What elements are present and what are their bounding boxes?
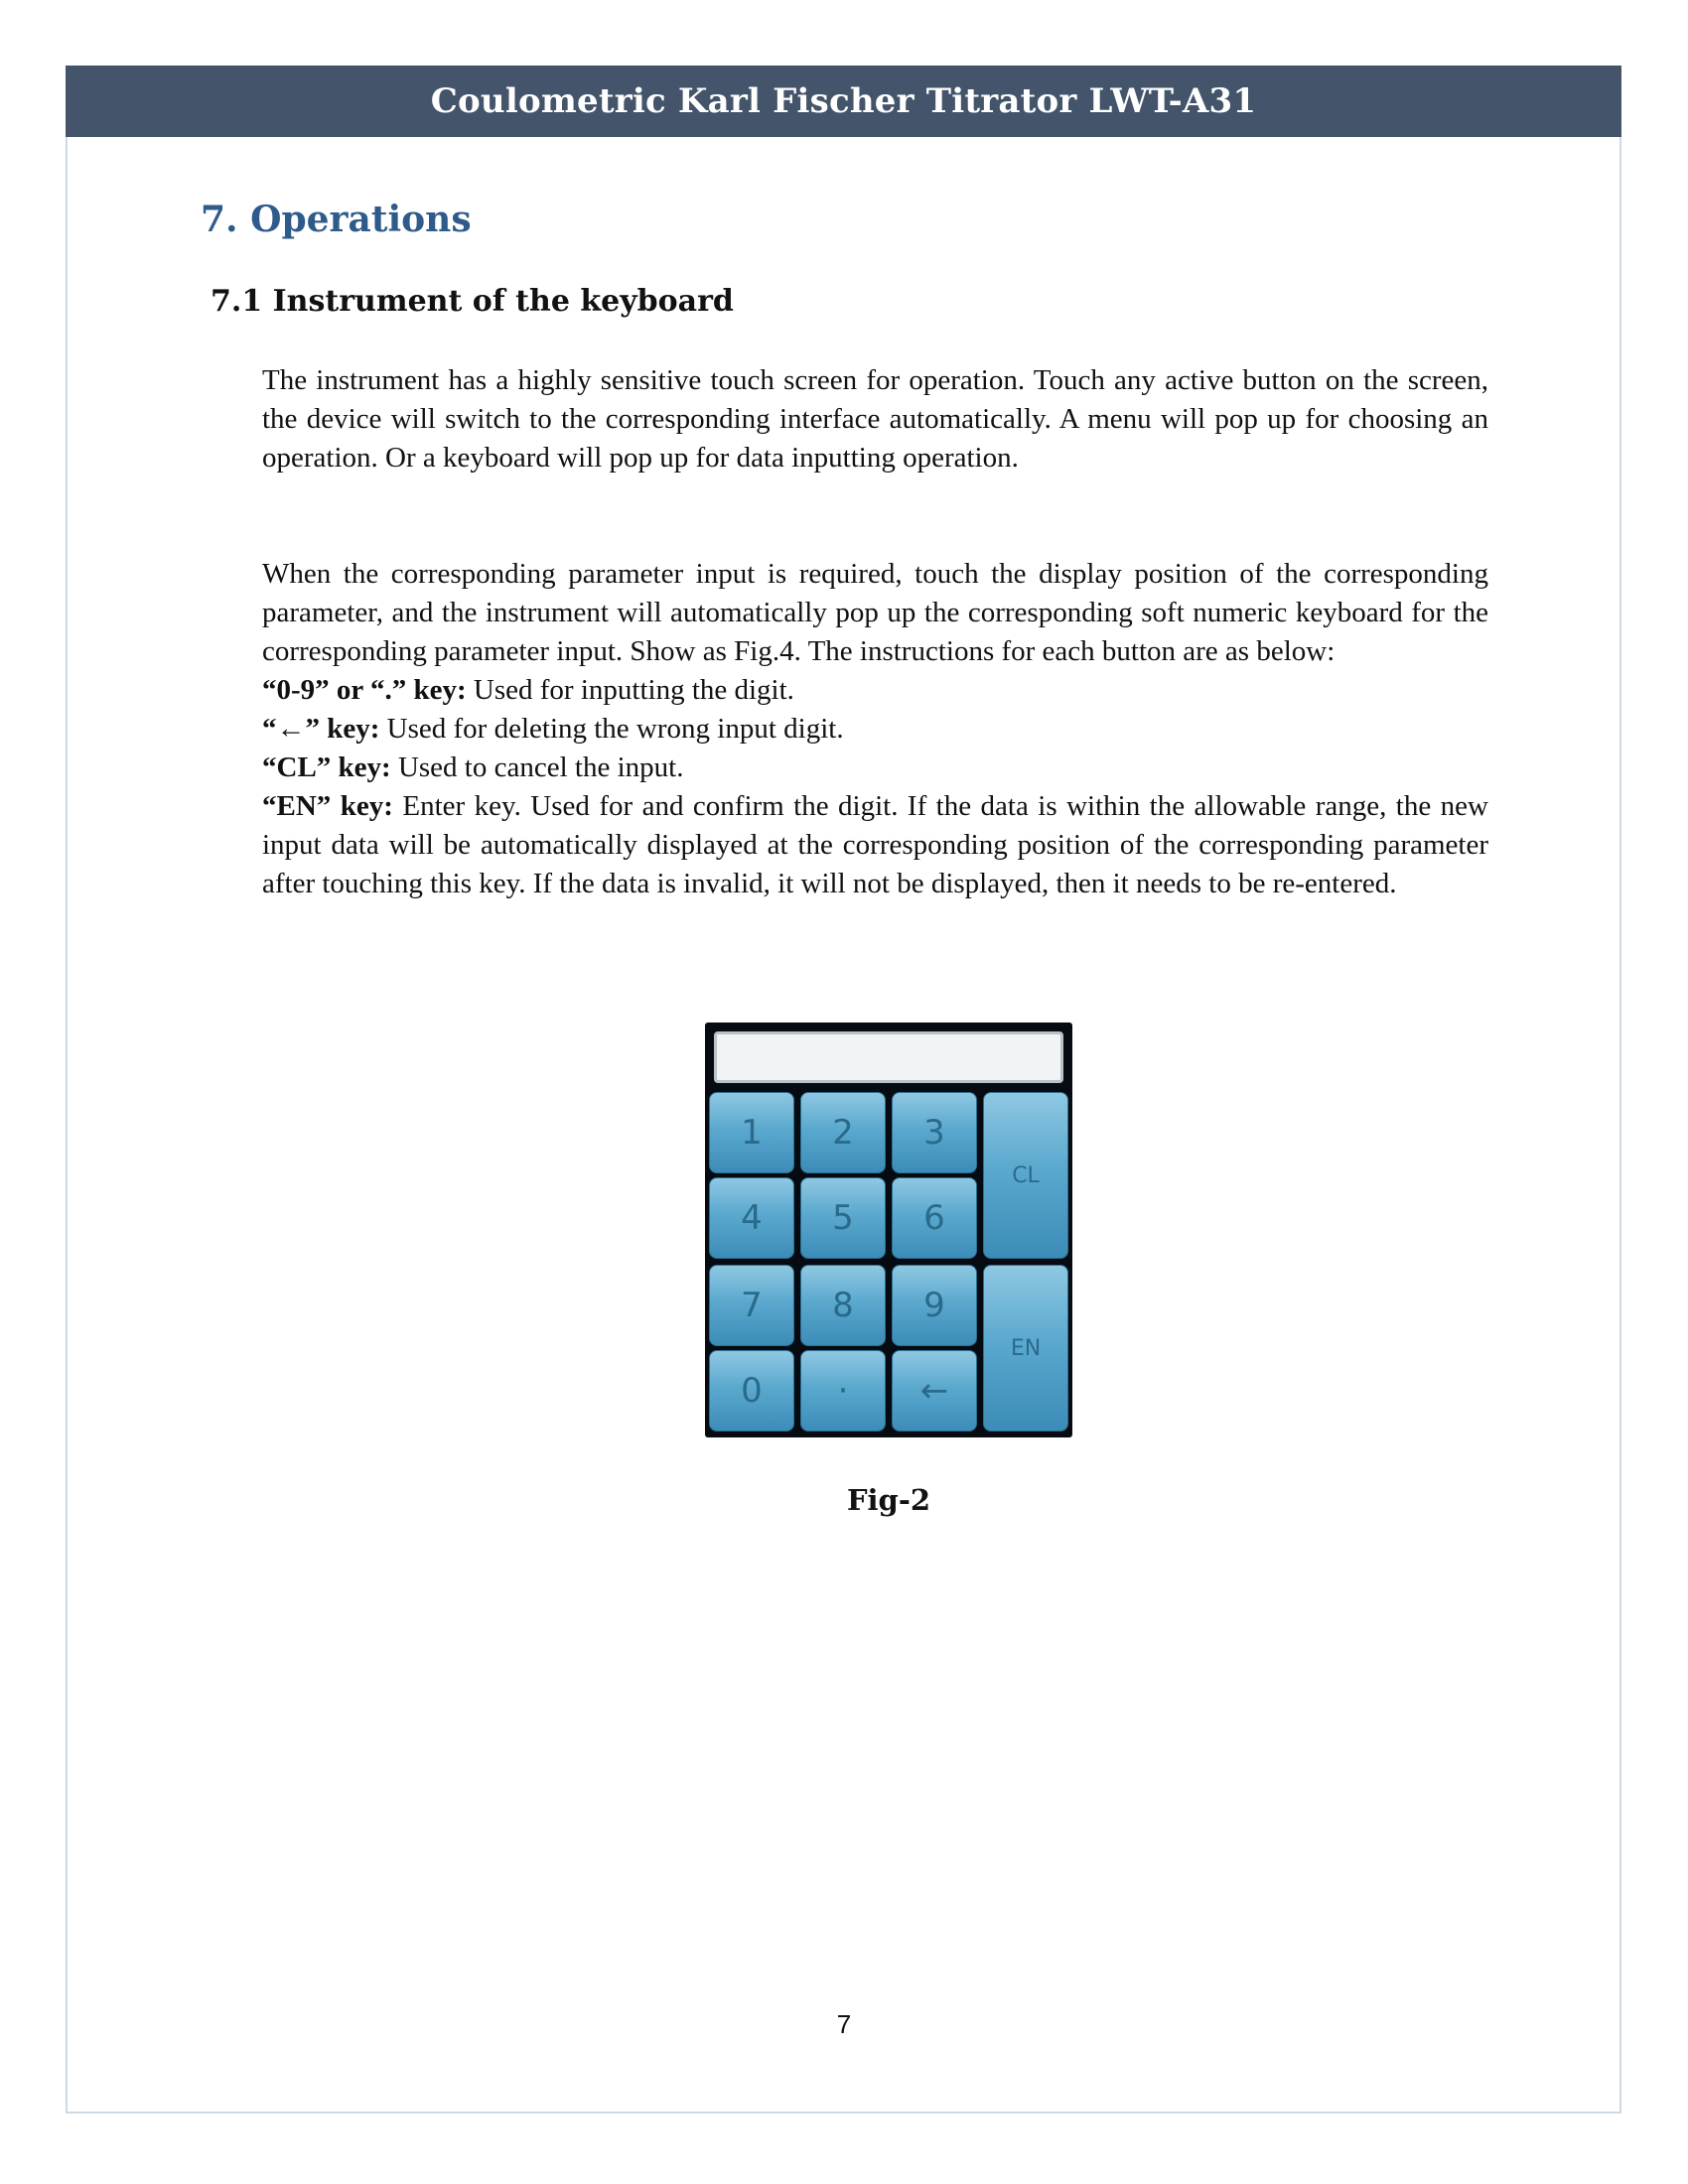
key-text: Enter key. Used for and confirm the digit. If the data is within the allowable range, the new input data will be automatically displayed at the corresponding position of the corresponding parameter after touching this key. If the data is invalid, it will not be displayed, then it needs to be re-entered. [262, 790, 1489, 899]
key-description-enter [262, 787, 1488, 903]
paragraph-text: The instrument has a highly sensitive touch screen for operation. Touch any active button on the screen, the device will switch to the corresponding interface automatically. A menu will pop up for choosing an operation. Or a keyboard will pop up for data inputting operation. [262, 364, 1488, 474]
subsection-title: 7.1 Instrument of the keyboard [211, 284, 734, 319]
figure-caption: Fig-2 [846, 1483, 931, 1517]
key-label: “EN” key: [262, 790, 393, 822]
paragraph-intro [262, 361, 1488, 478]
numeric-keypad-figure [705, 1023, 1072, 1437]
key-label: “CL” key: [262, 751, 391, 783]
key-2[interactable]: 2 [800, 1092, 886, 1173]
keypad-display[interactable] [714, 1031, 1063, 1083]
key-8[interactable]: 8 [800, 1265, 886, 1346]
key-en[interactable]: EN [983, 1265, 1068, 1432]
key-decimal[interactable]: · [800, 1350, 886, 1432]
paragraph-key-instructions [262, 555, 1488, 903]
header-title: Coulometric Karl Fischer Titrator LWT-A31 [430, 81, 1257, 121]
page-number: 7 [836, 2009, 852, 2039]
section-title: 7. Operations [201, 199, 472, 240]
key-text: Used to cancel the input. [390, 751, 684, 783]
key-label: “←” key: [262, 713, 380, 745]
key-label: “0-9” or “.” key: [262, 674, 467, 706]
key-text: Used for inputting the digit. [466, 674, 794, 706]
paragraph-text: When the corresponding parameter input is required, touch the display position of the corresponding parameter, and the instrument will automatically pop up the corresponding soft numeric keyboard for the corresponding parameter input. Show as Fig.4. The instructions for each button are as below: [262, 558, 1488, 667]
key-cl[interactable]: CL [983, 1092, 1068, 1259]
key-5[interactable]: 5 [800, 1177, 886, 1259]
document-header [66, 66, 1621, 137]
key-description-digits [262, 671, 1488, 710]
key-description-cancel [262, 749, 1488, 787]
key-0[interactable]: 0 [709, 1350, 794, 1432]
key-6[interactable]: 6 [892, 1177, 977, 1259]
key-1[interactable]: 1 [709, 1092, 794, 1173]
key-description-backspace [262, 710, 1488, 749]
key-text: Used for deleting the wrong input digit. [379, 713, 844, 745]
key-4[interactable]: 4 [709, 1177, 794, 1259]
key-9[interactable]: 9 [892, 1265, 977, 1346]
key-7[interactable]: 7 [709, 1265, 794, 1346]
key-backspace[interactable]: ← [892, 1350, 977, 1432]
key-3[interactable]: 3 [892, 1092, 977, 1173]
